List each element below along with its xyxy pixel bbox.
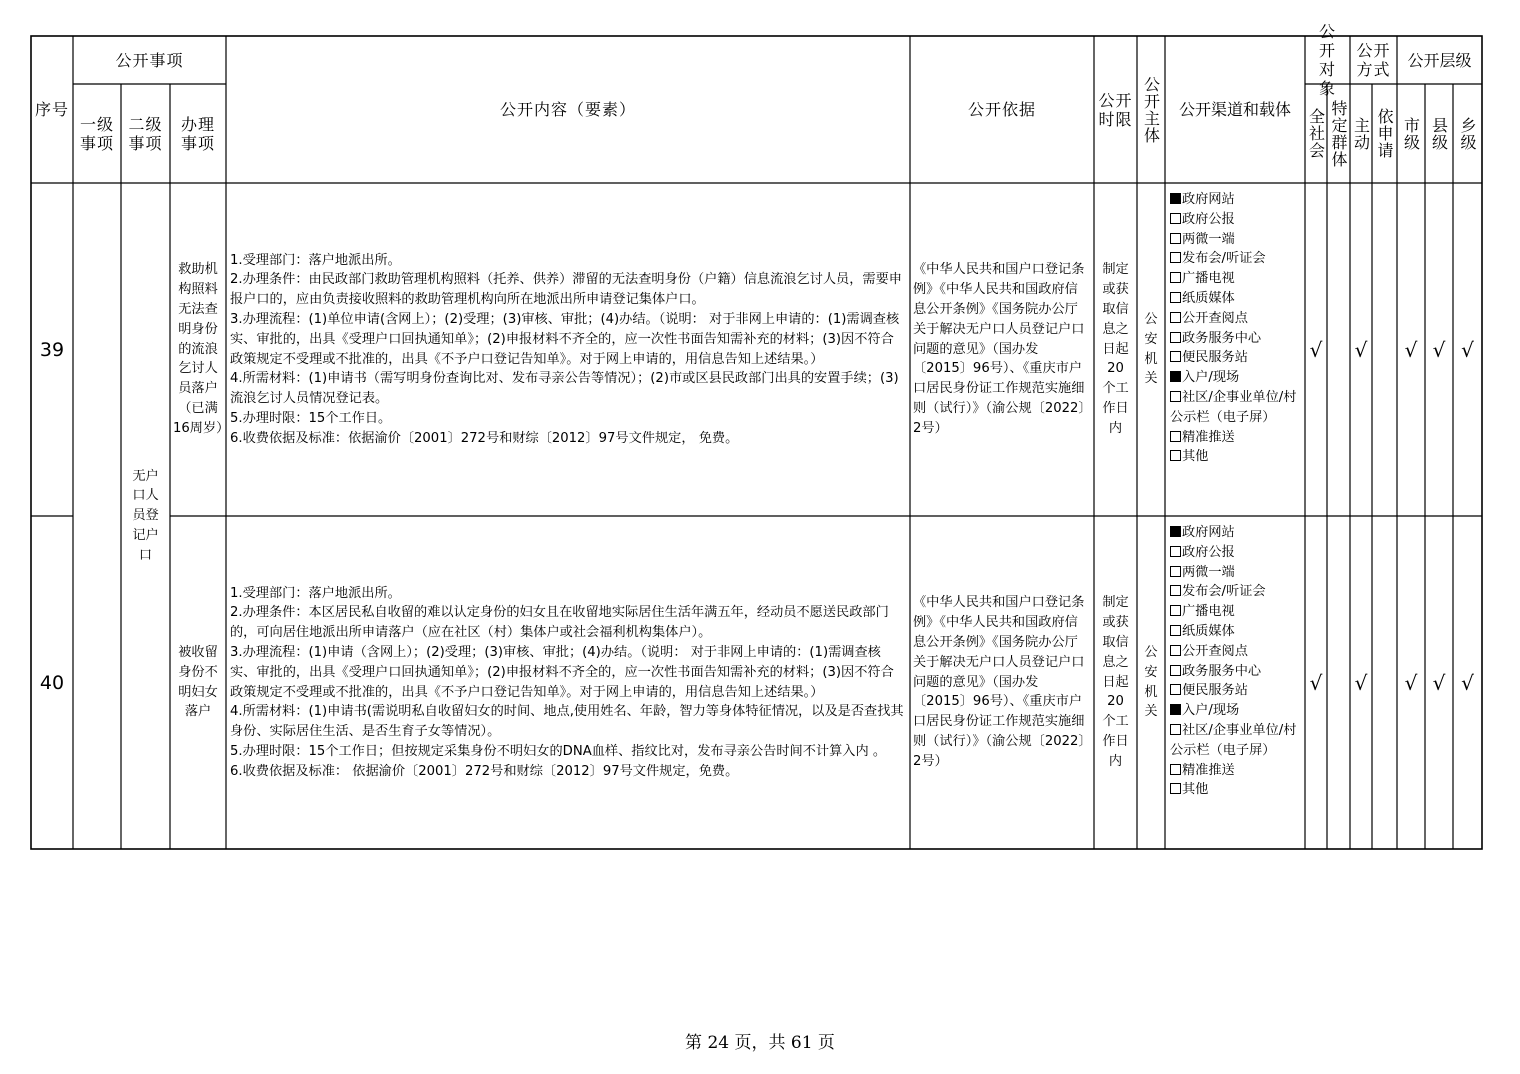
row-time-limit: 制定或获取信息之日起20个工作日内: [1102, 595, 1129, 769]
row-basis: 《中华人民共和国户口登记条例》《中华人民共和国政府信息公开条例》《国务院办公厅关于解决无户口人员登记户口问题的意见》（国办发〔2015〕96号）、《重庆市户口居民身份证工作规范实施细则（试行）》（渝公规〔2022〕2号）: [913, 595, 1086, 769]
channel-item: 公开查阅点: [1170, 309, 1305, 329]
channel-item: 发布会/听证会: [1170, 249, 1305, 269]
checkbox-icon: [1170, 625, 1181, 636]
content-line: 2.办理条件：由民政部门救助管理机构照料（托养、供养）滞留的无法查明身份（户籍）信息流浪乞讨人员，需要申报户口的，应由负责接收照料的救助管理机构向所在地派出所申请登记集体户口。: [230, 272, 902, 308]
channel-item: 公开查阅点: [1170, 642, 1305, 662]
header-content: 公开内容（要素）: [499, 100, 636, 119]
level2-merged-cell: 无户口人员登记户口: [132, 468, 159, 563]
row-basis: 《中华人民共和国户口登记条例》《中华人民共和国政府信息公开条例》《国务院办公厅关于解决无户口人员登记户口问题的意见》（国办发〔2015〕96号）、《重庆市户口居民身份证工作规范实施细则（试行）》（渝公规〔2022〕2号）: [913, 262, 1086, 436]
checkbox-icon: [1170, 684, 1181, 695]
content-line: 4.所需材料：(1)申请书(需说明私自收留妇女的时间、地点,使用姓名、年龄，智力等身体特征情况，以及是否查找其身份、实际居住生活、是否生育子女等情况）。: [230, 704, 904, 740]
channel-item: 广播电视: [1170, 269, 1305, 289]
content-line: 1.受理部门：落户地派出所。: [230, 252, 401, 268]
checkmark-icon: √: [1404, 337, 1418, 362]
header-method: 公开方式: [1356, 41, 1391, 79]
page-footer: 第 24 页，共 61 页: [685, 1033, 835, 1053]
channel-item: 入户/现场: [1170, 368, 1305, 388]
checkbox-icon: [1170, 724, 1181, 735]
header-method-apply: 依申请: [1375, 108, 1394, 159]
row-seq: 39: [39, 338, 65, 361]
header-level2: 二级事项: [128, 114, 163, 153]
header-layer: 公开层级: [1407, 50, 1472, 70]
checkbox-icon: [1170, 391, 1181, 402]
method-apply-mark: [1372, 183, 1397, 516]
checkbox-icon: [1170, 272, 1181, 283]
channel-item: 政务服务中心: [1170, 662, 1305, 682]
method-apply-mark: [1372, 516, 1397, 849]
checkbox-icon: [1170, 332, 1181, 343]
checkbox-icon: [1170, 312, 1181, 323]
checkbox-icon: [1170, 605, 1181, 616]
row-handle: 被收留身份不明妇女落户: [178, 644, 218, 720]
checkbox-icon: [1170, 292, 1181, 303]
content-line: 5.办理时限：15个工作日；但按规定采集身份不明妇女的DNA血样、指纹比对，发布寻亲公告时间不计算入内 。: [230, 743, 887, 759]
channel-item: 政府公报: [1170, 543, 1305, 563]
target-group-mark: [1327, 183, 1350, 516]
channel-item: 政府网站: [1170, 190, 1305, 210]
channel-item: 政府公报: [1170, 210, 1305, 230]
checkmark-icon: √: [1309, 337, 1323, 362]
checkmark-icon: √: [1461, 337, 1474, 362]
row-time-limit: 制定或获取信息之日起20个工作日内: [1102, 262, 1129, 436]
channel-item: 其他: [1170, 780, 1305, 800]
checkbox-icon: [1170, 783, 1181, 794]
header-channel: 公开渠道和载体: [1178, 100, 1291, 119]
channel-item: 两微一端: [1170, 230, 1305, 250]
checkmark-icon: √: [1404, 670, 1418, 695]
header-seq: 序号: [34, 100, 69, 119]
content-line: 3.办理流程：(1)单位申请(含网上）；(2)受理；(3)审核、审批；(4)办结。（说明： 对于非网上申请的：(1)需调查核实、审批的，出具《受理户口回执通知单》；(2)申报材料不齐全的，应一次性书面告知需补充的材料；(3)因不符合政策规定不受理或不批准的，出具《不予户口登记告知单》。对于网上申请的，用信息告知上述结果。）: [230, 311, 900, 367]
header-target-all: 全社会: [1306, 108, 1326, 159]
channel-item: 便民服务站: [1170, 681, 1305, 701]
channel-item: 社区/企事业单位/村公示栏（电子屏）: [1170, 722, 1297, 758]
channel-item: 入户/现场: [1170, 701, 1305, 721]
row-content: [226, 183, 910, 516]
content-line: 6.收费依据及标准：依据渝价〔2001〕272号和财综〔2012〕97号文件规定， 免费。: [230, 430, 739, 446]
channel-item: 纸质媒体: [1170, 289, 1305, 309]
header-layer-county: 县级: [1429, 116, 1449, 151]
channel-item: 政务服务中心: [1170, 329, 1305, 349]
channel-item: 社区/企事业单位/村公示栏（电子屏）: [1170, 389, 1297, 425]
checkbox-icon: [1170, 566, 1181, 577]
checkbox-icon: [1170, 450, 1181, 461]
header-level1: 一级事项: [79, 114, 114, 153]
header-target: 公开对象: [1318, 22, 1336, 98]
channel-item: 广播电视: [1170, 602, 1305, 622]
checkbox-icon: [1170, 645, 1181, 656]
header-method-active: 主动: [1351, 116, 1371, 151]
checkmark-icon: √: [1432, 670, 1446, 695]
header-time-limit: 公开时限: [1098, 90, 1133, 129]
checkbox-icon: [1170, 371, 1181, 382]
header-handle: 办理事项: [180, 114, 215, 153]
channel-item: 两微一端: [1170, 563, 1305, 583]
checkbox-icon: [1170, 665, 1181, 676]
checkbox-icon: [1170, 546, 1181, 557]
checkbox-icon: [1170, 585, 1181, 596]
channel-item: 其他: [1170, 447, 1305, 467]
channel-item: 精准推送: [1170, 761, 1305, 781]
checkbox-icon: [1170, 764, 1181, 775]
header-layer-city: 市级: [1401, 116, 1421, 151]
target-group-mark: [1327, 516, 1350, 849]
row-subject: 公安机关: [1144, 644, 1158, 720]
content-line: 1.受理部门：落户地派出所。: [230, 585, 401, 601]
checkmark-icon: √: [1354, 670, 1368, 695]
checkbox-icon: [1170, 351, 1181, 362]
checkmark-icon: √: [1309, 670, 1323, 695]
content-line: 3.办理流程：(1)申请（含网上）；(2)受理；(3)审核、审批；(4)办结。（说明： 对于非网上申请的：(1)需调查核实、审批的，出具《受理户口回执通知单》；(2)申报材料不齐全的，应一次性书面告知需补充的材料；(3)因不符合政策规定不受理或不批准的，出具《不予户口登记告知单》。对于网上申请的，用信息告知上述结果。）: [230, 644, 894, 700]
content-line: 4.所需材料：(1)申请书（需写明身份查询比对、发布寻亲公告等情况）；(2)市或区县民政部门出具的安置手续；(3)流浪乞讨人员情况登记表。: [230, 371, 899, 407]
checkbox-icon: [1170, 431, 1181, 442]
checkbox-icon: [1170, 252, 1181, 263]
checkmark-icon: √: [1432, 337, 1446, 362]
channel-item: 政府网站: [1170, 523, 1305, 543]
row-handle: 救助机构照料无法查明身份的流浪乞讨人员落户（已满16周岁）: [173, 262, 230, 436]
content-line: 6.收费依据及标准： 依据渝价〔2001〕272号和财综〔2012〕97号文件规定，免费。: [230, 763, 739, 779]
content-line: 5.办理时限：15个工作日。: [230, 410, 392, 426]
header-layer-town: 乡级: [1458, 116, 1477, 151]
checkmark-icon: √: [1354, 337, 1368, 362]
checkbox-icon: [1170, 526, 1181, 537]
channel-item: 发布会/听证会: [1170, 582, 1305, 602]
channel-item: 纸质媒体: [1170, 622, 1305, 642]
header-matters: 公开事项: [115, 50, 184, 70]
row-channels: [1165, 523, 1305, 800]
checkmark-icon: √: [1461, 670, 1474, 695]
header-basis: 公开依据: [967, 100, 1036, 119]
checkbox-icon: [1170, 233, 1181, 244]
checkbox-icon: [1170, 704, 1181, 715]
row-seq: 40: [39, 671, 65, 694]
checkbox-icon: [1170, 213, 1181, 224]
row-channels: [1165, 190, 1305, 467]
row-subject: 公安机关: [1144, 311, 1158, 387]
header-target-group: 特定群体: [1329, 99, 1348, 168]
channel-item: 精准推送: [1170, 428, 1305, 448]
checkbox-icon: [1170, 193, 1181, 204]
content-line: 2.办理条件：本区居民私自收留的难以认定身份的妇女且在收留地实际居住生活年满五年，经动员不愿送民政部门的，可向居住地派出所申请落户（应在社区（村）集体户或社会福利机构集体户）。: [230, 605, 889, 641]
row-content: [226, 516, 910, 849]
channel-item: 便民服务站: [1170, 348, 1305, 368]
header-subject: 公开主体: [1141, 75, 1161, 144]
